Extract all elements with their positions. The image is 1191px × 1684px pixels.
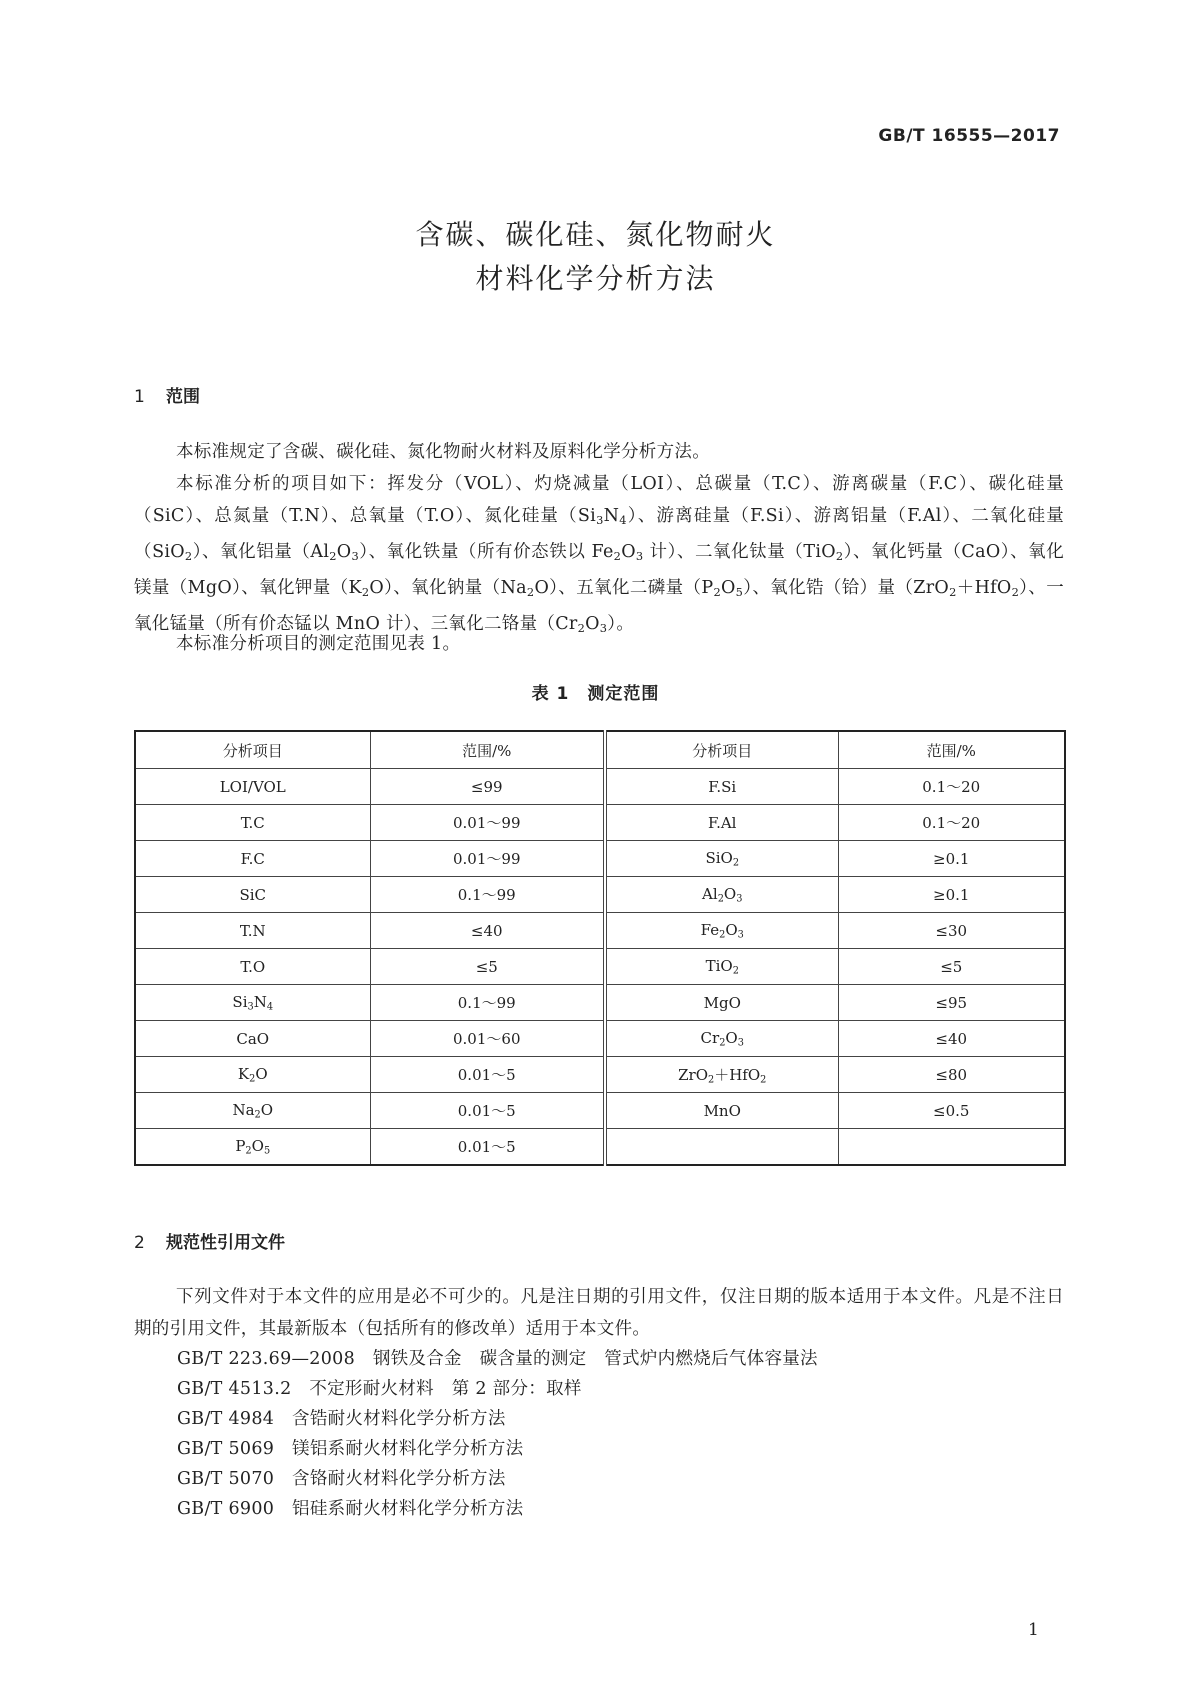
document-title-line1: 含碳、碳化硅、氮化物耐火 <box>415 218 776 251</box>
text-run: O）、氧化钠量（Na <box>369 577 527 598</box>
analysis-item-cell <box>605 985 838 1021</box>
subscript: 2 <box>184 548 193 563</box>
reference-title: 含锆耐火材料化学分析方法 <box>292 1409 506 1429</box>
subscript: 2 <box>526 584 535 599</box>
cell-text: O <box>255 1064 268 1083</box>
range-cell <box>838 1021 1065 1057</box>
analysis-item-cell <box>135 1093 370 1129</box>
table-row <box>135 949 1065 985</box>
cell-text: Fe <box>700 920 720 939</box>
cell-text: P <box>235 1136 246 1155</box>
reference-item <box>177 1495 523 1520</box>
spacer <box>274 1499 292 1519</box>
range-cell <box>370 769 605 805</box>
range-cell <box>838 985 1065 1021</box>
analysis-item-cell <box>605 1093 838 1129</box>
section1-paragraph-3: 本标准分析项目的测定范围见表 1。 <box>176 634 461 654</box>
spacer <box>274 1439 292 1459</box>
text-run: ）。 <box>607 613 635 634</box>
cell-text: 0.1～99 <box>457 994 516 1012</box>
subscript: 3 <box>247 1001 254 1013</box>
cell-text: 0.1～20 <box>922 814 981 832</box>
text-run: 计）、二氧化钛量（TiO <box>643 541 836 562</box>
analysis-item-cell <box>605 913 838 949</box>
subscript: 4 <box>619 512 627 527</box>
cell-text: 0.01～99 <box>453 850 521 868</box>
reference-code: GB/T 4984 <box>177 1409 275 1429</box>
cell-text: 0.1～20 <box>922 778 981 796</box>
cell-text: TiO <box>705 956 733 975</box>
table-row <box>135 985 1065 1021</box>
reference-title: 镁铝系耐火材料化学分析方法 <box>292 1439 524 1459</box>
cell-text: Na <box>232 1100 255 1119</box>
subscript: 2 <box>760 1074 767 1086</box>
reference-item <box>177 1435 523 1460</box>
analysis-item-cell <box>605 949 838 985</box>
subscript: 2 <box>245 1145 252 1157</box>
cell-text: ≤40 <box>470 921 503 940</box>
reference-code: GB/T 5069 <box>177 1439 275 1459</box>
subscript: 2 <box>719 929 726 941</box>
analysis-item-cell <box>605 1129 838 1166</box>
range-cell <box>838 1129 1065 1166</box>
cell-text: ≤95 <box>935 993 968 1012</box>
range-table <box>134 730 1066 1166</box>
analysis-item-cell <box>135 1057 370 1093</box>
cell-text: CaO <box>236 1029 270 1048</box>
subscript: 2 <box>329 548 337 563</box>
cell-text: SiC <box>239 885 267 904</box>
subscript: 3 <box>737 1037 744 1049</box>
cell-text: O <box>723 884 737 903</box>
text-run: O <box>336 541 352 562</box>
subscript: 3 <box>351 548 359 563</box>
section1-paragraph-1: 本标准规定了含碳、碳化硅、氮化物耐火材料及原料化学分析方法。 <box>176 442 710 462</box>
range-cell <box>370 949 605 985</box>
subscript: 2 <box>835 548 844 563</box>
subscript: 2 <box>732 965 739 977</box>
cell-text: ≤5 <box>475 957 498 976</box>
section1-heading <box>134 382 200 407</box>
range-cell <box>838 913 1065 949</box>
spacer <box>274 1409 292 1429</box>
subscript: 2 <box>1011 584 1020 599</box>
table-row <box>135 1057 1065 1093</box>
cell-text: O <box>725 920 738 939</box>
reference-item <box>177 1375 582 1400</box>
cell-text: ≤30 <box>935 921 968 940</box>
cell-text: MnO <box>703 1101 741 1120</box>
analysis-item-cell <box>135 1021 370 1057</box>
cell-text: K <box>237 1064 250 1083</box>
reference-code: GB/T 5070 <box>177 1469 275 1489</box>
cell-text: ≤5 <box>940 957 963 976</box>
analysis-item-cell <box>135 877 370 913</box>
cell-text: ≤0.5 <box>933 1101 970 1120</box>
header-analysis-item: 分析项目 <box>135 731 370 769</box>
header-range: 范围/% <box>370 731 605 769</box>
table-row <box>135 877 1065 913</box>
table-row <box>135 1093 1065 1129</box>
range-cell <box>370 805 605 841</box>
analysis-item-cell <box>135 769 370 805</box>
range-cell <box>838 805 1065 841</box>
table-row <box>135 1129 1065 1166</box>
analysis-item-cell <box>135 949 370 985</box>
text-run: ）、氧化钙量（CaO）、氧化镁量（MgO）、氧化钾量（K <box>134 541 1065 598</box>
reference-item <box>177 1345 818 1370</box>
page-number: 1 <box>1028 1620 1039 1640</box>
subscript: 2 <box>717 893 724 905</box>
cell-text: SiO <box>705 848 733 867</box>
analysis-item-cell <box>135 913 370 949</box>
cell-text: ＋HfO <box>714 1065 761 1084</box>
reference-title: 铝硅系耐火材料化学分析方法 <box>292 1499 524 1519</box>
range-cell <box>838 949 1065 985</box>
range-cell <box>370 877 605 913</box>
cell-text: 0.01～5 <box>457 1138 516 1156</box>
range-cell <box>370 913 605 949</box>
cell-text: O <box>725 1028 738 1047</box>
analysis-item-cell <box>605 841 838 877</box>
cell-text: O <box>251 1136 264 1155</box>
analysis-item-cell <box>135 1129 370 1166</box>
cell-text: Si <box>232 992 248 1011</box>
range-cell <box>370 1057 605 1093</box>
analysis-item-cell <box>605 1021 838 1057</box>
analysis-item-cell <box>135 985 370 1021</box>
cell-text: Al <box>702 884 718 903</box>
table-row <box>135 913 1065 949</box>
subscript: 2 <box>613 548 622 563</box>
subscript: 2 <box>732 857 740 869</box>
subscript: 5 <box>263 1145 271 1157</box>
header-analysis-item: 分析项目 <box>605 731 838 769</box>
reference-title: 不定形耐火材料 第 2 部分：取样 <box>309 1379 582 1399</box>
range-cell <box>838 1093 1065 1129</box>
cell-text: 0.01～60 <box>453 1030 521 1048</box>
cell-text: ZrO <box>678 1065 708 1084</box>
table-row <box>135 769 1065 805</box>
header-range: 范围/% <box>838 731 1065 769</box>
cell-text: ≤80 <box>935 1065 968 1084</box>
reference-item <box>177 1465 506 1490</box>
range-cell <box>838 1057 1065 1093</box>
cell-text: 0.01～99 <box>453 814 521 832</box>
subscript: 2 <box>713 584 721 599</box>
range-cell <box>838 841 1065 877</box>
subscript: 5 <box>735 584 744 599</box>
cell-text: F.Al <box>708 813 737 832</box>
table-header-row <box>135 731 1065 769</box>
table-row <box>135 805 1065 841</box>
text-run: ）、氧化锆（铪）量（ZrO <box>743 577 950 598</box>
document-title-line2: 材料化学分析方法 <box>475 262 716 295</box>
table-row <box>135 1021 1065 1057</box>
spacer <box>274 1469 292 1489</box>
reference-code: GB/T 223.69—2008 <box>177 1349 356 1369</box>
cell-text: F.C <box>240 849 265 868</box>
text-run: O）、五氧化二磷量（P <box>534 577 714 598</box>
section2-intro: 下列文件对于本文件的应用是必不可少的。凡是注日期的引用文件，仅注日期的版本适用于本文件。凡是不注日期的引用文件，其最新版本（包括所有的修改单）适用于本文件。 <box>134 1287 1064 1339</box>
text-run: N <box>603 506 620 526</box>
range-cell <box>370 1129 605 1166</box>
subscript: 3 <box>599 620 608 635</box>
subscript: 2 <box>249 1073 256 1085</box>
cell-text: 0.01～5 <box>457 1102 516 1120</box>
section1-number: 1 <box>134 387 145 407</box>
range-cell <box>370 985 605 1021</box>
text-run: ）、氧化铝量（Al <box>192 541 330 562</box>
subscript: 2 <box>708 1074 715 1086</box>
cell-text: 0.01～5 <box>457 1066 516 1084</box>
analysis-item-cell <box>135 805 370 841</box>
text-run: ＋HfO <box>956 577 1012 598</box>
range-cell <box>370 1093 605 1129</box>
subscript: 2 <box>361 584 370 599</box>
subscript: 2 <box>254 1109 261 1121</box>
text-run: ）、一氧化锰量（所有价态锰以 MnO 计）、三氧化二铬量（Cr <box>134 577 1064 634</box>
cell-text: ≤99 <box>470 777 503 796</box>
cell-text: LOI/VOL <box>219 777 286 796</box>
text-run: O <box>585 613 600 634</box>
table-row <box>135 841 1065 877</box>
subscript: 2 <box>719 1037 726 1049</box>
cell-text: ≥0.1 <box>933 849 970 868</box>
reference-code: GB/T 4513.2 <box>177 1379 292 1399</box>
subscript: 3 <box>737 929 744 941</box>
analysis-item-cell <box>605 805 838 841</box>
cell-text: Cr <box>700 1028 720 1047</box>
subscript: 2 <box>949 584 957 599</box>
cell-text: F.Si <box>708 777 737 796</box>
text-run: O <box>621 541 636 562</box>
analysis-item-cell <box>605 1057 838 1093</box>
standard-code: GB/T 16555—2017 <box>878 126 1060 146</box>
text-run: ）、氧化铁量（所有价态铁以 Fe <box>358 541 614 562</box>
cell-text: ≤40 <box>935 1029 968 1048</box>
section1-paragraph-2 <box>134 468 1064 643</box>
subscript: 3 <box>736 893 743 905</box>
section2-heading <box>134 1228 285 1253</box>
text-run: 本标准分析的项目如下：挥发分（VOL）、灼烧减量（LOI）、总碳量（T.C）、游离碳量（F.C）、碳化硅量（SiC）、总氮量（T.N）、总氧量（T.O）、氮化硅量（Si <box>134 474 1064 526</box>
section2-title: 规范性引用文件 <box>166 1233 285 1253</box>
section1-title: 范围 <box>166 387 200 407</box>
spacer <box>355 1349 373 1369</box>
range-cell <box>838 877 1065 913</box>
reference-title: 钢铁及合金 碳含量的测定 管式炉内燃烧后气体容量法 <box>372 1349 818 1369</box>
spacer <box>292 1379 310 1399</box>
section2-number: 2 <box>134 1233 145 1253</box>
range-cell <box>370 841 605 877</box>
analysis-item-cell <box>605 769 838 805</box>
subscript: 3 <box>635 548 644 563</box>
cell-text: T.C <box>240 813 265 832</box>
reference-item <box>177 1405 506 1430</box>
table1-caption: 表 1 测定范围 <box>531 684 660 704</box>
range-cell <box>370 1021 605 1057</box>
cell-text: N <box>253 992 267 1011</box>
text-run: ）、游离硅量（F.Si）、游离铝量（F.Al）、二氧化硅量（SiO <box>134 506 1064 562</box>
subscript: 3 <box>596 512 604 527</box>
cell-text: T.O <box>240 957 266 976</box>
range-cell <box>838 769 1065 805</box>
cell-text: ≥0.1 <box>933 885 970 904</box>
cell-text: 0.1～99 <box>457 886 516 904</box>
reference-code: GB/T 6900 <box>177 1499 275 1519</box>
cell-text: MgO <box>703 993 741 1012</box>
text-run: O <box>720 577 736 598</box>
cell-text: T.N <box>239 921 266 940</box>
analysis-item-cell <box>135 841 370 877</box>
subscript: 2 <box>577 620 586 635</box>
cell-text: O <box>260 1100 274 1119</box>
subscript: 4 <box>266 1001 274 1013</box>
analysis-item-cell <box>605 877 838 913</box>
reference-title: 含铬耐火材料化学分析方法 <box>292 1469 506 1489</box>
